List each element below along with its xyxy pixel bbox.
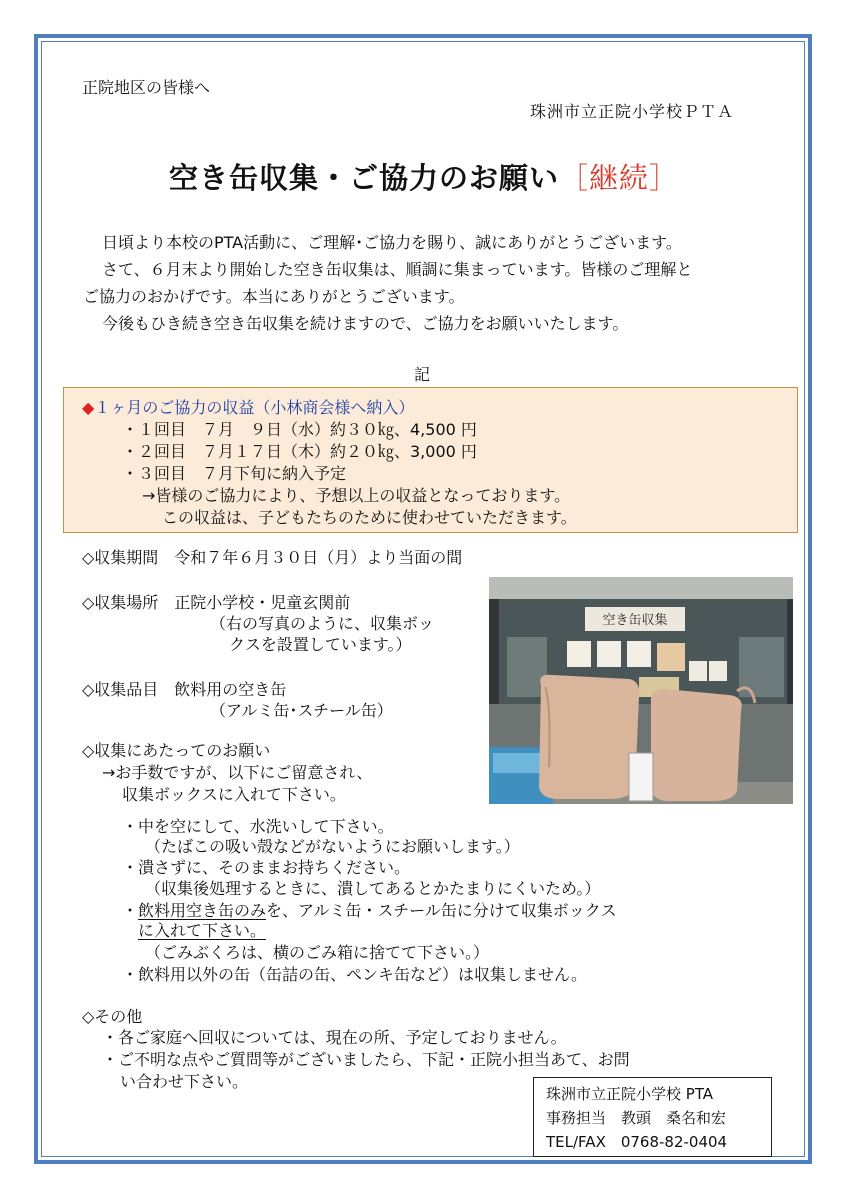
requests-lead-2: 収集ボックスに入れて下さい。 bbox=[122, 785, 346, 804]
collection-place-note-1: （右の写真のように、収集ボッ bbox=[210, 614, 435, 633]
revenue-note-1: →皆様のご協力により、予想以上の収益となっております。 bbox=[142, 486, 571, 505]
contact-tel: TEL/FAX 0768-82-0404 bbox=[546, 1133, 728, 1151]
contact-school: 珠洲市立正院小学校 PTA bbox=[546, 1085, 714, 1103]
photo-illustration bbox=[489, 577, 793, 804]
collection-items: ◇収集品目 飲料用の空き缶 bbox=[82, 680, 287, 699]
diamond-icon: ◆ bbox=[82, 398, 95, 417]
collection-place: ◇収集場所 正院小学校・児童玄関前 bbox=[82, 593, 351, 612]
request-item-3-cont: に入れて下さい。 bbox=[138, 921, 267, 940]
request-item-3-rest: を、アルミ缶・スチール缶に分けて収集ボックス bbox=[266, 901, 617, 920]
revenue-row-2: ・２回目 ７月１７日（木）約２０㎏、3,000 円 bbox=[122, 442, 477, 461]
revenue-heading-text: １ヶ月のご協力の収益（小林商会様へ納入） bbox=[94, 398, 415, 417]
request-item-4: ・飲料用以外の缶（缶詰の缶、ペンキ缶など）は収集しません。 bbox=[122, 965, 587, 984]
revenue-row-1: ・１回目 ７月 ９日（水）約３０㎏、4,500 円 bbox=[122, 420, 477, 439]
other-item-2: ・ご不明な点やご質問等がございましたら、下記・正院小担当あて、お問 bbox=[102, 1050, 630, 1069]
photo-sign-text: 空き缶収集 bbox=[602, 613, 668, 628]
ki-heading: 記 bbox=[414, 365, 431, 384]
request-item-1: ・中を空にして、水洗いして下さい。 bbox=[122, 817, 394, 836]
other-item-1: ・各ご家庭へ回収については、現在の所、予定しておりません。 bbox=[102, 1028, 567, 1047]
intro-line-1: 日頃より本校のPTA活動に、ご理解･ご協力を賜り、誠にありがとうございます。 bbox=[102, 233, 682, 252]
title-tag: ［継続］ bbox=[559, 161, 680, 195]
contact-person: 事務担当 教頭 桑名和宏 bbox=[546, 1109, 727, 1127]
request-item-2: ・潰さずに、そのままお持ちください。 bbox=[122, 858, 411, 877]
page-title bbox=[0, 156, 848, 197]
intro-line-3: ご協力のおかげです。本当にありがとうございます。 bbox=[83, 287, 465, 306]
request-item-3 bbox=[122, 900, 617, 922]
collection-place-note-2: クスを設置しています。） bbox=[229, 635, 412, 654]
collection-period: ◇収集期間 令和７年６月３０日（月）より当面の間 bbox=[82, 548, 463, 567]
other-heading: ◇その他 bbox=[82, 1007, 143, 1026]
intro-line-4: 今後もひき続き空き缶収集を続けますので、ご協力をお願いいたします。 bbox=[102, 314, 629, 333]
collection-box-photo bbox=[489, 577, 793, 804]
intro-line-2: さて、６月末より開始した空き缶収集は、順調に集まっています。皆様のご理解と bbox=[102, 260, 693, 279]
request-item-3-bullet: ・ bbox=[122, 901, 139, 920]
request-item-3-note: （ごみぶくろは、横のごみ箱に捨てて下さい。） bbox=[145, 943, 490, 962]
revenue-heading bbox=[82, 397, 414, 419]
request-item-3-emphasis: 飲料用空き缶のみ bbox=[138, 901, 267, 920]
revenue-note-2: この収益は、子どもたちのために使わせていただきます。 bbox=[162, 508, 577, 527]
request-item-1-note: （たばこの吸い殻などがないようにお願いします。） bbox=[145, 837, 520, 856]
title-main: 空き缶収集・ご協力のお願い bbox=[168, 161, 559, 195]
requests-lead-1: →お手数ですが、以下にご留意され、 bbox=[102, 763, 373, 782]
requests-heading: ◇収集にあたってのお願い bbox=[82, 741, 271, 760]
other-item-2-cont: い合わせ下さい。 bbox=[120, 1072, 249, 1091]
collection-items-note: （アルミ缶･スチール缶） bbox=[210, 701, 393, 720]
revenue-row-3: ・３回目 ７月下旬に納入予定 bbox=[122, 464, 347, 483]
sender: 珠洲市立正院小学校ＰＴＡ bbox=[530, 102, 735, 121]
contact-box bbox=[533, 1077, 772, 1157]
request-item-2-note: （収集後処理するときに、潰してあるとかたまりにくいため。） bbox=[145, 879, 601, 898]
recipient: 正院地区の皆様へ bbox=[82, 78, 211, 97]
